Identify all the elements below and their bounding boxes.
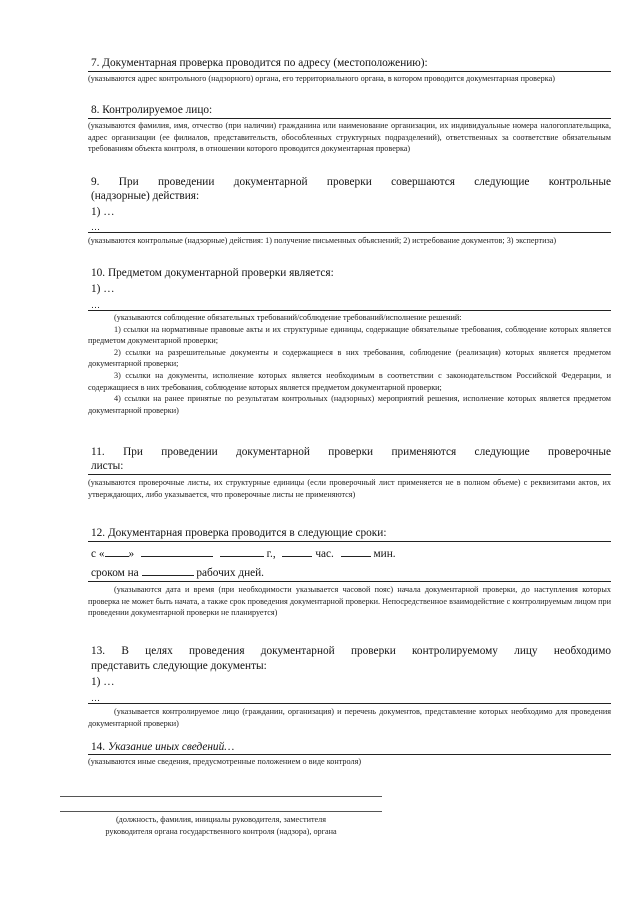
- section-10-note-item-3: 3) ссылки на документы, исполнение которых является необходимым в соответствии с законодательством Российской Федерации, и содержащиеся в них требования, соблюдение которых является предметом документарной проверки;: [88, 370, 611, 392]
- year-suffix: г.,: [266, 548, 276, 560]
- section-9-note: (указываются контрольные (надзорные) действия: 1) получение письменных объяснений; 2) истребование документов; 3) экспертиза): [88, 236, 557, 245]
- section-12-term-underline: [88, 581, 611, 582]
- section-10-note-intro: (указываются соблюдение обязательных требований/соблюдение требований/исполнение решений:: [114, 313, 462, 322]
- section-13-item-1: 1) …: [91, 676, 115, 688]
- start-month-field[interactable]: [141, 545, 213, 557]
- signature-line-2: [60, 811, 382, 812]
- section-10-ellipsis: …: [91, 300, 100, 310]
- section-10-note: [88, 312, 611, 416]
- section-11-note: (указываются проверочные листы, их структурные единицы (если проверочный лист применяется не в полном объеме) с реквизитами актов, их утверждающих, либо указывается, что проверочные листы не применяются): [88, 478, 611, 499]
- section-12-underline: [88, 541, 611, 542]
- section-9-item-1: 1) …: [91, 206, 115, 218]
- minutes-suffix: мин.: [373, 548, 396, 560]
- start-year-field[interactable]: [220, 545, 264, 557]
- start-date-quote-close: »: [128, 548, 135, 560]
- section-10-note-item-2: 2) ссылки на разрешительные документы и содержащиеся в них требования, соблюдение (реализация) которых является предметом документарной проверки;: [88, 347, 611, 369]
- term-suffix: рабочих дней.: [196, 567, 265, 579]
- start-minutes-field[interactable]: [341, 545, 371, 557]
- start-date-prefix: с «: [91, 548, 105, 560]
- section-11-heading-line2: листы:: [91, 460, 124, 472]
- section-7-heading: 7. Документарная проверка проводится по адресу (местоположению):: [91, 57, 428, 69]
- section-13-ellipsis: …: [91, 693, 100, 703]
- section-13-heading-line1: 13. В целях проведения документарной проверки контролируемому лицу необходимо: [91, 645, 611, 657]
- section-14-note: (указываются иные сведения, предусмотренные положением о виде контроля): [88, 757, 362, 766]
- section-13-heading-line2: представить следующие документы:: [91, 660, 267, 672]
- section-12-note: (указываются дата и время (при необходимости указывается часовой пояс) начала документарной проверки, до наступления которых проверка не может быть начата, а также срок проведения документарной проверки. Непосредственное взаимодействие с контролируемым лицом при проведении документарной проверки не планируется): [88, 585, 611, 618]
- section-8-heading: 8. Контролируемое лицо:: [91, 104, 213, 116]
- section-14-heading-italic: Указание иных сведений…: [107, 741, 235, 753]
- section-10-underline: [88, 310, 611, 311]
- section-9-heading-line1: 9. При проведении документарной проверки совершаются следующие контрольные: [91, 176, 611, 188]
- section-7-underline: [88, 71, 611, 72]
- hours-suffix: час.: [315, 548, 334, 560]
- signature-note-line-1: (должность, фамилия, инициалы руководителя, заместителя: [115, 815, 327, 824]
- section-10-item-1: 1) …: [91, 283, 115, 295]
- start-date-row: [91, 545, 396, 561]
- section-8-underline: [88, 118, 611, 119]
- section-9-underline: [88, 232, 611, 233]
- section-14-heading: [91, 741, 234, 754]
- section-9-heading-line2: (надзорные) действия:: [91, 190, 200, 202]
- section-10-note-item-4: 4) ссылки на ранее принятые по результатам контрольных (надзорных) мероприятий решения, исполнение которых является предметом документарной проверки): [88, 394, 611, 415]
- section-7-note: (указываются адрес контрольного (надзорного) органа, его территориального органа, в котором проводится документарная проверка): [88, 74, 555, 83]
- term-prefix: сроком на: [91, 567, 139, 579]
- section-14-underline: [88, 754, 611, 755]
- section-10-note-item-1: 1) ссылки на нормативные правовые акты и их структурные единицы, содержащие обязательные требования, соблюдение которых является предметом документарной проверки;: [88, 324, 611, 346]
- section-10-heading: 10. Предметом документарной проверки является:: [91, 267, 334, 279]
- start-hours-field[interactable]: [282, 545, 312, 557]
- section-13-underline: [88, 703, 611, 704]
- signature-note-line-2: руководителя органа государственного контроля (надзора), органа: [105, 827, 337, 836]
- start-day-field[interactable]: [105, 545, 129, 557]
- section-11-heading-line1: 11. При проведении документарной проверки применяются следующие проверочные: [91, 446, 611, 458]
- section-12-heading: 12. Документарная проверка проводится в следующие сроки:: [91, 527, 387, 539]
- section-9-ellipsis: …: [91, 222, 100, 232]
- term-row: [91, 564, 264, 580]
- section-8-note: (указываются фамилия, имя, отчество (при наличии) гражданина или наименование организации, их индивидуальные номера налогоплательщика, адрес организации (ее филиалов, представительств, обособленных структурных подразделений), ответственных за соответствие обязательным требованиям объекта контроля, в отношении которого проводится документарная проверка): [88, 121, 611, 154]
- section-13-note: (указывается контролируемое лицо (гражданин, организация) и перечень документов, представление которых необходимо для проведения документарной проверки): [88, 707, 611, 728]
- section-14-number: 14.: [91, 741, 106, 753]
- section-11-underline: [88, 474, 611, 475]
- term-days-field[interactable]: [142, 564, 194, 576]
- signature-line-1: [60, 796, 382, 797]
